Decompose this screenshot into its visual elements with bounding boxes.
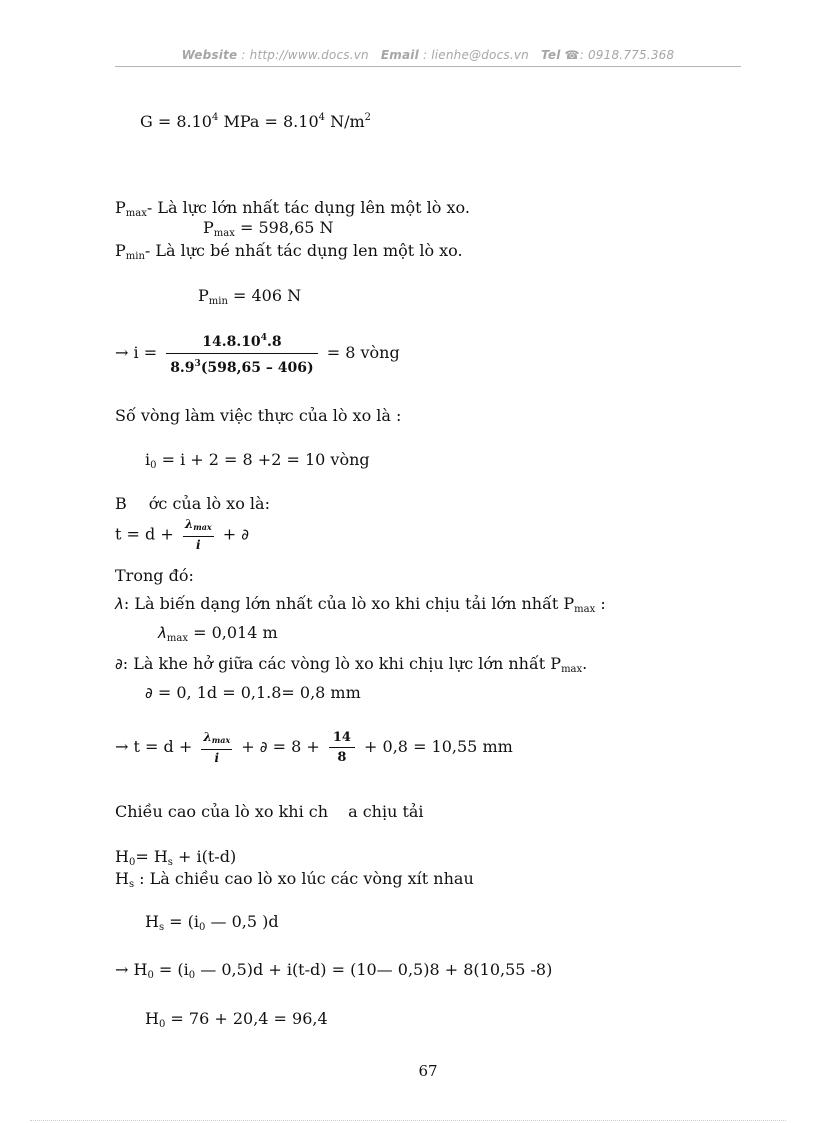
delta-description: ∂: Là khe hở giữa các vòng lò xo khi chịu lực lớn nhất $P_{max}$. (115, 654, 588, 675)
email-value[interactable]: : lienhe@docs.vn (422, 48, 529, 62)
turns-formula: → i = $\frac{14.8.10^4.8}{8.9^3(598,65 - 406)}$ = 8 vòng (115, 330, 400, 377)
footer-divider (30, 1120, 786, 1121)
email-label: Email (380, 48, 419, 62)
tel-value: : 0918.775.368 (579, 48, 675, 62)
page-header (115, 48, 741, 66)
website-label: Website (181, 48, 238, 62)
lambda-description: λ: Là biến dạng lớn nhất của lò xo khi chịu tải lớn nhất $P_{max}$ : (115, 594, 606, 615)
solid-height-definition: $H_s$ : Là chiều cao lò xo lúc các vòng xít nhau (115, 869, 474, 890)
pmin-value: $P_{min} = 406$ N (198, 286, 302, 307)
free-height-definition: $H_0= H_s + i(t-d)$ (115, 847, 237, 868)
delta-symbol: ∂ (241, 525, 250, 544)
page-number: 67 (418, 1062, 438, 1080)
website-value[interactable]: : http://www.docs.vn (241, 48, 369, 62)
pmax-description: $P_{max}-$ Là lực lớn nhất tác dụng lên một lò xo. (115, 198, 470, 219)
pitch-heading: B ớc của lò xo là: (115, 494, 270, 513)
pitch-result-formula: → t = d + $\frac{\lambda\max}{i}$ + ∂ = 8 + $\frac{14}{8}$ + 0,8 = 10,55 mm (115, 729, 513, 765)
phone-icon: ☎ (564, 48, 580, 62)
free-height-result: $H_0 = 76 + 20,4 = 96,4$ (145, 1009, 328, 1030)
header-rule (115, 66, 741, 67)
lambda-over-i-fraction-2: $\frac{\lambda\max}{i}$ (203, 729, 231, 765)
solid-height-formula: $H_s = (i_0$ — 0,5 )d (145, 912, 279, 933)
fourteen-over-eight-fraction: $\frac{14}{8}$ (329, 730, 355, 765)
pitch-formula: t = d + $\frac{\lambda\max}{i}$ + ∂ (115, 517, 250, 552)
free-height-heading: Chiều cao của lò xo khi ch a chịu tải (115, 802, 424, 821)
arrow-icon: → (115, 343, 129, 362)
lambda-over-i-fraction: $\frac{\lambda\max}{i}$ (184, 517, 212, 552)
tel-label: Tel (541, 48, 561, 62)
working-turns-heading: Số vòng làm việc thực của lò xo là : (115, 406, 402, 425)
lambda-value: $\lambda_{max} = 0,014$ m (158, 623, 278, 644)
total-turns-formula: $i_0 = i + 2 = 8 +2 = 10$ vòng (145, 450, 370, 471)
pmin-description: $P_{min}-$ Là lực bé nhất tác dụng len một lò xo. (115, 241, 463, 262)
shear-modulus-line: $G = 8.10^4$ MPa = $8.10^4$ $N/m^2$ (140, 112, 372, 131)
turns-fraction: $\frac{14.8.10^4.8}{8.9^3(598,65 - 406)}$ (166, 330, 317, 377)
free-height-formula: → $H_0 = (i_0$ — 0,5)d + i(t-d) = (10— 0,5)8 + 8(10,55 -8) (115, 960, 553, 981)
pmax-value: $P_{max} = 598,65$ N (203, 218, 334, 239)
delta-value: ∂ = 0, 1d = 0,1.8= 0,8 mm (145, 683, 361, 702)
where-heading: Trong đó: (115, 566, 194, 585)
